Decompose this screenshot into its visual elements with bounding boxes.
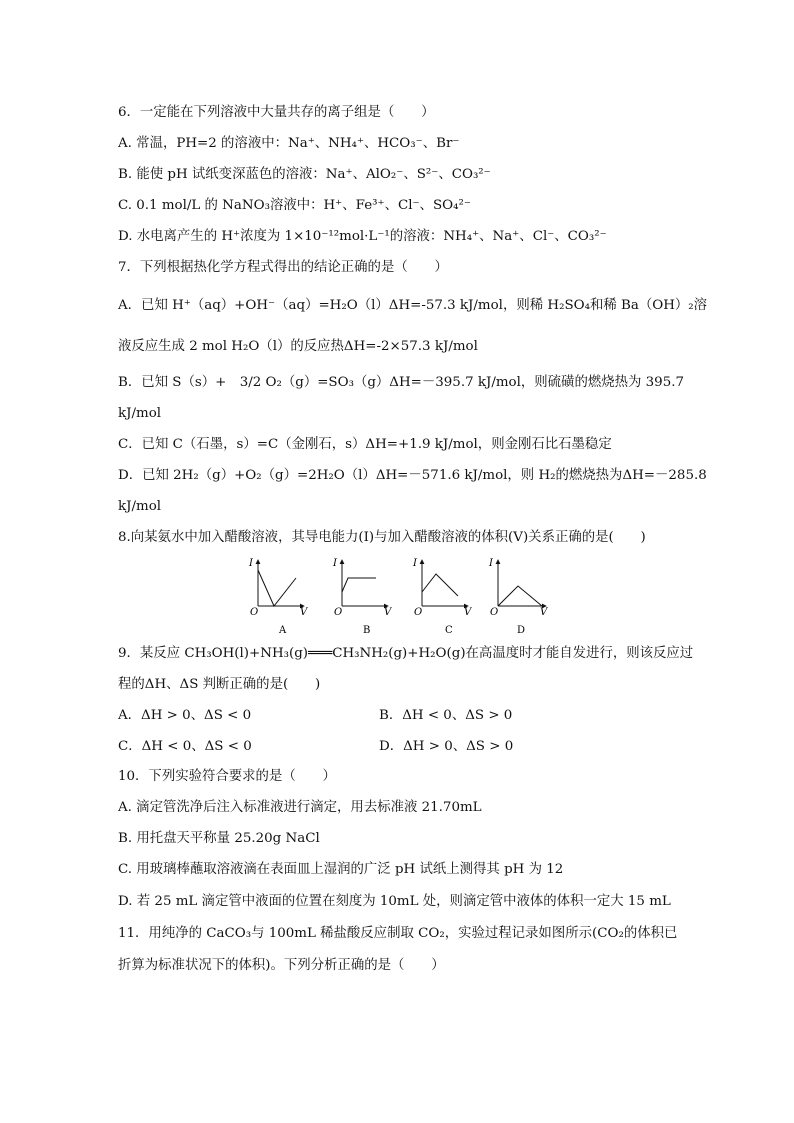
question-7-option-a: A．已知 H⁺（aq）+OH⁻（aq）=H₂O（l）ΔH=-57.3 kJ/mol，则稀 H₂SO₄和稀 Ba（OH）₂溶 [118, 298, 708, 313]
question-9-option-c: C．ΔH < 0、ΔS < 0 [118, 739, 252, 754]
question-6-stem: 6．一定能在下列溶液中大量共存的离子组是（ ） [118, 105, 435, 120]
question-11-stem: 11．用纯净的 CaCO₃与 100mL 稀盐酸反应制取 CO₂，实验过程记录如图所示(CO₂的体积已 [118, 926, 678, 941]
question-9-stem: 9．某反应 CH₃OH(l)+NH₃(g)═══CH₃NH₂(g)+H₂O(g)在高温度时才能自发进行，则该反应过 [118, 646, 694, 661]
question-10-option-a: A. 滴定管洗净后注入标准液进行滴定，用去标准液 21.70mL [118, 800, 482, 815]
question-9-stem-cont: 程的ΔH、ΔS 判断正确的是( ) [118, 677, 321, 692]
question-6-option-d: D. 水电离产生的 H⁺浓度为 1×10⁻¹²mol·L⁻¹的溶液：NH₄⁺、Na⁺、Cl⁻、CO₃²⁻ [118, 229, 607, 244]
graph-b-curve [342, 578, 376, 592]
question-8-stem: 8.向某氨水中加入醋酸溶液，其导电能力(I)与加入醋酸溶液的体积(V)关系正确的是( ) [118, 530, 646, 545]
question-9-option-d: D．ΔH > 0、ΔS > 0 [379, 739, 514, 754]
graph-c-origin: O [414, 607, 423, 618]
question-6-option-c: C. 0.1 mol/L 的 NaNO₃溶液中：H⁺、Fe³⁺、Cl⁻、SO₄²⁻ [118, 198, 471, 213]
graph-a-curve [258, 570, 296, 606]
graph-b-origin: O [334, 607, 343, 618]
question-10-option-b: B. 用托盘天平称量 25.20g NaCl [118, 831, 320, 846]
graph-a [248, 558, 309, 636]
graph-b-y-label: I [333, 558, 337, 569]
graph-b [332, 558, 393, 636]
graph-a-label: A [279, 625, 287, 636]
graph-a-x-label: V [300, 607, 308, 618]
graph-c-curve [422, 574, 458, 596]
question-11-stem-cont: 折算为标准状况下的体积)。下列分析正确的是（ ） [118, 958, 445, 973]
graph-c-y-label: I [413, 558, 417, 569]
question-7-option-b-cont: kJ/mol [118, 406, 162, 421]
graph-a-y-label: I [249, 558, 253, 569]
graph-b-label: B [363, 625, 371, 636]
graph-d [488, 558, 549, 636]
question-7-stem: 7．下列根据热化学方程式得出的结论正确的是（ ） [118, 260, 448, 275]
graph-d-x-label: V [540, 607, 548, 618]
question-10-option-c: C. 用玻璃棒蘸取溶液滴在表面皿上湿润的广泛 pH 试纸上测得其 pH 为 12 [118, 862, 564, 877]
graph-d-curve [498, 586, 542, 606]
question-9-option-b: B．ΔH < 0、ΔS > 0 [379, 708, 513, 723]
question-7-option-d-cont: kJ/mol [118, 499, 162, 514]
graph-d-label: D [517, 625, 526, 636]
question-8-graphs [240, 556, 560, 640]
graph-c-label: C [445, 625, 453, 636]
question-7-option-b: B．已知 S（s）+ 3/2 O₂（g）=SO₃（g）ΔH=－395.7 kJ/mol，则硫磺的燃烧热为 395.7 [118, 375, 684, 390]
question-6-option-b: B. 能使 pH 试纸变深蓝色的溶液：Na⁺、AlO₂⁻、S²⁻、CO₃²⁻ [118, 167, 491, 182]
graph-a-origin: O [250, 607, 259, 618]
graph-b-x-label: V [384, 607, 392, 618]
question-10-stem: 10．下列实验符合要求的是（ ） [118, 769, 336, 784]
graph-d-y-label: I [489, 558, 493, 569]
question-6-option-a: A. 常温，PH=2 的溶液中：Na⁺、NH₄⁺、HCO₃⁻、Br⁻ [118, 136, 460, 151]
question-9-option-a: A．ΔH > 0、ΔS < 0 [118, 708, 252, 723]
question-7-option-c: C．已知 C（石墨，s）=C（金刚石，s）ΔH=+1.9 kJ/mol，则金刚石比石墨稳定 [118, 437, 612, 452]
question-7-option-d: D．已知 2H₂（g）+O₂（g）=2H₂O（l）ΔH=－571.6 kJ/mol，则 H₂的燃烧热为ΔH=－285.8 [118, 468, 707, 483]
graph-c-x-label: V [464, 607, 472, 618]
graph-c [412, 558, 473, 636]
graph-d-origin: O [490, 607, 499, 618]
question-10-option-d: D. 若 25 mL 滴定管中液面的位置在刻度为 10mL 处，则滴定管中液体的体积一定大 15 mL [118, 894, 671, 909]
question-7-option-a-cont: 液反应生成 2 mol H₂O（l）的反应热ΔH=-2×57.3 kJ/mol [118, 339, 478, 354]
